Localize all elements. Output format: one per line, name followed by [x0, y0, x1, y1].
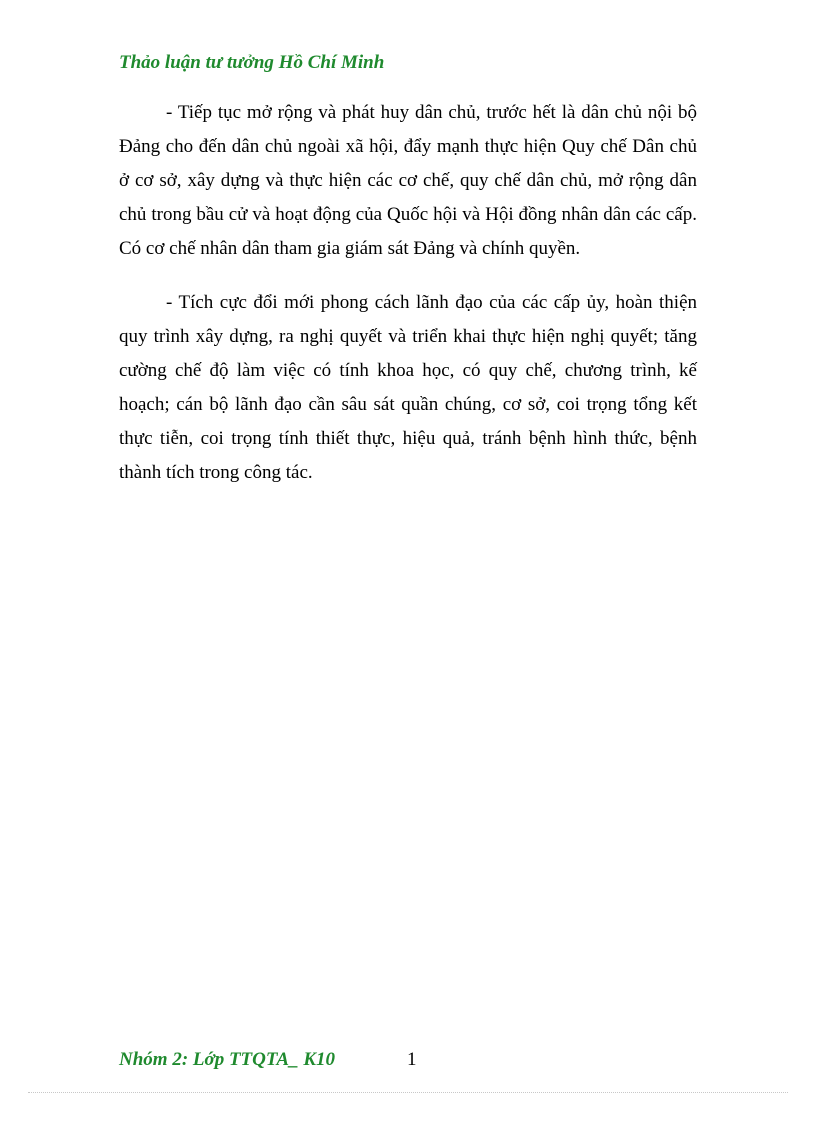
page-footer	[119, 1049, 439, 1077]
page-bottom-divider	[28, 1092, 788, 1093]
body-paragraph-1: - Tiếp tục mở rộng và phát huy dân chủ, trước hết là dân chủ nội bộ Đảng cho đến dân chủ ngoài xã hội, đẩy mạnh thực hiện Quy chế Dân chủ ở cơ sở, xây dựng và thực hiện các cơ chế, quy chế dân chủ, mở rộng dân chủ trong bầu cử và hoạt động của Quốc hội và Hội đồng nhân dân các cấp. Có cơ chế nhân dân tham gia giám sát Đảng và chính quyền.	[119, 102, 697, 259]
body-paragraph-2: - Tích cực đổi mới phong cách lãnh đạo của các cấp ủy, hoàn thiện quy trình xây dựng, ra nghị quyết và triển khai thực hiện nghị quyết; tăng cường chế độ làm việc có tính khoa học, có quy chế, chương trình, kế hoạch; cán bộ lãnh đạo cần sâu sát quần chúng, cơ sở, coi trọng tổng kết thực tiễn, coi trọng tính thiết thực, hiệu quả, tránh bệnh hình thức, bệnh thành tích trong công tác.	[119, 292, 697, 483]
page-number: 1	[407, 1049, 417, 1070]
footer-group-label: Nhóm 2: Lớp TTQTA_ K10	[119, 1049, 336, 1070]
page-header-title: Thảo luận tư tưởng Hồ Chí Minh	[119, 52, 385, 73]
